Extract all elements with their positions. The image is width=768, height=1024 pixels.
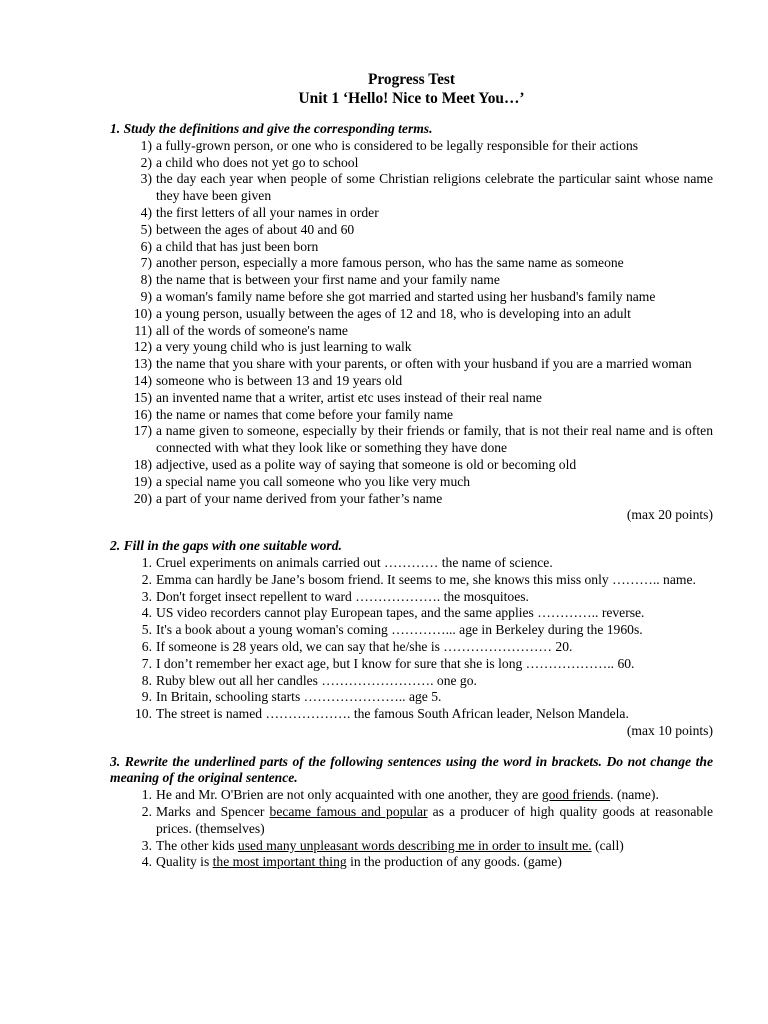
list-item xyxy=(110,787,713,804)
item-number: 5) xyxy=(140,221,152,237)
item-text: the name that you share with your parents, or often with your husband if you are a married woman xyxy=(156,356,692,372)
item-number: 3. xyxy=(141,588,152,604)
section-3-heading: 3. Rewrite the underlined parts of the following sentences using the word in brackets. Do not change the meaning of the original sentence. xyxy=(110,753,713,786)
item-number: 16) xyxy=(133,406,152,422)
item-number: 2. xyxy=(141,571,152,587)
list-item xyxy=(110,205,713,222)
underlined-text: used many unpleasant words describing me in order to insult me. xyxy=(237,837,592,853)
section-1-list xyxy=(110,138,713,508)
item-number: 4) xyxy=(140,204,152,220)
item-number: 10) xyxy=(133,305,152,321)
document-page xyxy=(110,70,713,871)
item-number: 9) xyxy=(140,288,152,304)
list-item xyxy=(110,605,713,622)
item-number: 2. xyxy=(141,804,152,820)
item-text: It's a book about a young woman's coming …………... age in Berkeley during the 1960s. xyxy=(156,622,643,638)
list-item xyxy=(110,555,713,572)
item-text: The street is named ………………. the famous South African leader, Nelson Mandela. xyxy=(156,706,629,722)
item-number: 10. xyxy=(135,706,152,722)
list-item xyxy=(110,138,713,155)
item-number: 7. xyxy=(141,655,152,671)
item-text: In Britain, schooling starts ………………….. age 5. xyxy=(156,689,442,705)
item-text: . (name). xyxy=(610,787,659,803)
list-item xyxy=(110,272,713,289)
item-text: (call) xyxy=(591,837,624,853)
section-2-points: (max 10 points) xyxy=(626,722,713,738)
item-text: Quality is xyxy=(156,854,213,870)
item-text: a part of your name derived from your father’s name xyxy=(156,490,443,506)
item-text: a very young child who is just learning to walk xyxy=(156,339,412,355)
list-item xyxy=(110,239,713,256)
item-number: 7) xyxy=(140,255,152,271)
item-number: 8. xyxy=(141,672,152,688)
list-item xyxy=(110,423,713,457)
item-text: I don’t remember her exact age, but I know for sure that she is long ……………….. 60. xyxy=(156,655,635,671)
list-item xyxy=(110,323,713,340)
item-number: 2) xyxy=(140,154,152,170)
list-item xyxy=(110,689,713,706)
list-item xyxy=(110,838,713,855)
item-number: 15) xyxy=(133,389,152,405)
item-number: 12) xyxy=(133,339,152,355)
item-number: 13) xyxy=(133,356,152,372)
list-item xyxy=(110,373,713,390)
list-item xyxy=(110,622,713,639)
item-number: 17) xyxy=(133,423,152,439)
list-item xyxy=(110,171,713,205)
list-item xyxy=(110,491,713,508)
section-2-heading: 2. Fill in the gaps with one suitable word. xyxy=(110,538,342,554)
item-number: 18) xyxy=(133,456,152,472)
item-text: the name that is between your first name and your family name xyxy=(156,272,500,288)
item-number: 4. xyxy=(141,854,152,870)
item-number: 11) xyxy=(134,322,152,338)
list-item xyxy=(110,339,713,356)
item-text: a fully-grown person, or one who is considered to be legally responsible for their actions xyxy=(156,137,639,153)
item-text: Don't forget insect repellent to ward ………………. the mosquitoes. xyxy=(156,588,529,604)
list-item xyxy=(110,474,713,491)
item-text: the first letters of all your names in order xyxy=(156,204,379,220)
list-item xyxy=(110,407,713,424)
item-text: a name given to someone, especially by their friends or family, that is not their real name and is often connected with what they look like or something they have done xyxy=(156,423,713,456)
underlined-text: the most important thing xyxy=(212,854,347,870)
item-number: 5. xyxy=(141,622,152,638)
item-text: adjective, used as a polite way of saying that someone is old or becoming old xyxy=(156,456,577,472)
title-line-2: Unit 1 ‘Hello! Nice to Meet You…’ xyxy=(298,90,525,107)
title-line-1: Progress Test xyxy=(367,71,456,88)
item-number: 1. xyxy=(141,787,152,803)
item-text: a special name you call someone who you like very much xyxy=(156,473,471,489)
item-text: Cruel experiments on animals carried out ………… the name of science. xyxy=(156,554,553,570)
item-number: 1. xyxy=(141,554,152,570)
item-text: another person, especially a more famous person, who has the same name as someone xyxy=(156,255,624,271)
item-text: the day each year when people of some Christian religions celebrate the particular saint whose name they have been given xyxy=(156,171,713,204)
section-2-list xyxy=(110,555,713,723)
list-item xyxy=(110,255,713,272)
item-number: 1) xyxy=(140,137,152,153)
list-item xyxy=(110,457,713,474)
list-item xyxy=(110,854,713,871)
item-text: a child that has just been born xyxy=(156,238,319,254)
item-number: 20) xyxy=(133,490,152,506)
item-text: between the ages of about 40 and 60 xyxy=(156,221,355,237)
section-1-heading: 1. Study the definitions and give the corresponding terms. xyxy=(110,121,433,136)
item-number: 6) xyxy=(140,238,152,254)
item-text: The other kids xyxy=(156,837,238,853)
list-item xyxy=(110,589,713,606)
section-3-list xyxy=(110,787,713,871)
list-item xyxy=(110,572,713,589)
item-text: in the production of any goods. (game) xyxy=(346,854,562,870)
item-text: US video recorders cannot play European tapes, and the same applies ………….. reverse. xyxy=(156,605,645,621)
item-number: 19) xyxy=(133,473,152,489)
list-item xyxy=(110,804,713,838)
item-text: as a producer of high quality goods at reasonable prices. (themselves) xyxy=(156,804,713,836)
item-number: 4. xyxy=(141,605,152,621)
item-number: 8) xyxy=(140,272,152,288)
item-number: 6. xyxy=(141,638,152,654)
list-item xyxy=(110,356,713,373)
list-item xyxy=(110,706,713,723)
item-text: an invented name that a writer, artist etc uses instead of their real name xyxy=(156,389,542,405)
item-number: 3) xyxy=(140,171,152,187)
item-text: the name or names that come before your family name xyxy=(156,406,454,422)
item-text: He and Mr. O'Brien are not only acquainted with one another, they are xyxy=(156,787,542,803)
item-text: Ruby blew out all her candles ……………………. one go. xyxy=(156,672,477,688)
list-item xyxy=(110,656,713,673)
list-item xyxy=(110,390,713,407)
item-text: someone who is between 13 and 19 years old xyxy=(156,372,403,388)
section-1-points: (max 20 points) xyxy=(626,507,713,523)
item-text: a young person, usually between the ages of 12 and 18, who is developing into an adult xyxy=(156,305,631,321)
list-item xyxy=(110,306,713,323)
item-text: If someone is 28 years old, we can say that he/she is …………………… 20. xyxy=(156,638,573,654)
list-item xyxy=(110,639,713,656)
item-text: a child who does not yet go to school xyxy=(156,154,359,170)
item-text: all of the words of someone's name xyxy=(156,322,348,338)
underlined-text: good friends xyxy=(541,787,611,803)
list-item xyxy=(110,222,713,239)
item-text: Emma can hardly be Jane’s bosom friend. It seems to me, she knows this miss only ……….. name. xyxy=(156,571,696,587)
list-item xyxy=(110,155,713,172)
item-text: Marks and Spencer xyxy=(156,804,270,820)
item-number: 14) xyxy=(133,372,152,388)
underlined-text: became famous and popular xyxy=(269,804,428,820)
list-item xyxy=(110,289,713,306)
item-number: 3. xyxy=(141,837,152,853)
item-number: 9. xyxy=(141,689,152,705)
item-text: a woman's family name before she got married and started using her husband's family name xyxy=(156,288,656,304)
list-item xyxy=(110,673,713,690)
